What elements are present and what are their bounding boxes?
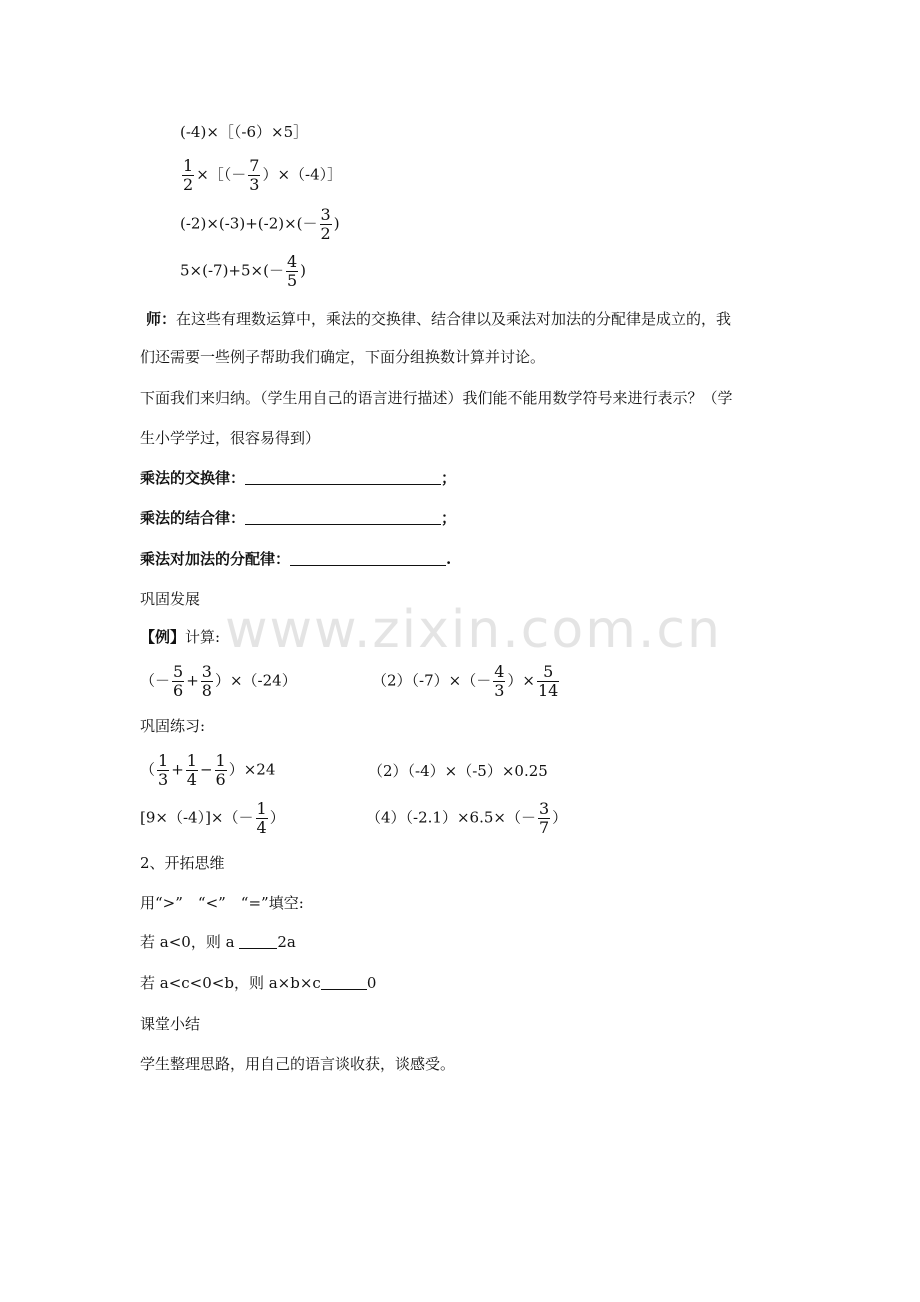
wrapup-heading: 课堂小结 (140, 1015, 201, 1033)
fraction: $\frac{7}{3}$ (249, 156, 260, 194)
thinking-instruction: 用“>” “<” “=”填空: (140, 894, 304, 912)
law-associative: 乘法的结合律： ； (140, 509, 457, 527)
teacher-paragraph-line-2: 们还需要一些例子帮助我们确定，下面分组换数计算并讨论。 (140, 348, 546, 366)
fraction: $\frac{1}{2}$ (183, 156, 194, 194)
practice-problem-3: [9×（-4）]×（－ $\frac{1}{4}$ ） (140, 799, 285, 837)
teacher-paragraph-line-1: 师：在这些有理数运算中，乘法的交换律、结合律以及乘法对加法的分配律是成立的，我 (146, 310, 732, 328)
answer-blank[interactable] (245, 510, 441, 525)
consolidate-heading: 巩固发展 (140, 590, 201, 608)
practice-heading: 巩固练习: (140, 717, 206, 735)
fraction: $\frac{5}{14}$ (538, 662, 559, 700)
thinking-question-2: 若 a<c<0<b，则 a×b×c 0 (140, 974, 377, 992)
fraction: $\frac{4}{5}$ (286, 252, 298, 290)
fraction: $\frac{4}{3}$ (494, 662, 505, 700)
fraction: $\frac{1}{4}$ (256, 799, 267, 837)
practice-problem-4: （4）（-2.1）×6.5×（－ $\frac{3}{7}$ ） (366, 799, 568, 837)
fraction: $\frac{1}{6}$ (215, 751, 226, 789)
expression-2: $\frac{1}{2}$ ×［（－ $\frac{7}{3}$ ）×（-4）］ (183, 156, 343, 194)
answer-blank[interactable] (239, 934, 277, 949)
fraction: $\frac{3}{8}$ (201, 662, 212, 700)
example-problem-1: （－ $\frac{5}{6}$ + $\frac{3}{8}$ ）×（-24） (140, 662, 297, 700)
fraction: $\frac{1}{4}$ (186, 751, 197, 789)
expression-4: 5×(-7)+5×(－ $\frac{4}{5}$ ) (180, 252, 307, 290)
practice-problem-1: （ $\frac{1}{3}$ + $\frac{1}{4}$ − $\frac{1}{6}$ ）×24 (140, 751, 276, 789)
summary-paragraph-line-2: 生小学学过，很容易得到） (140, 429, 321, 447)
thinking-question-1: 若 a<0，则 a 2a (140, 933, 296, 951)
law-distributive: 乘法对加法的分配律： . (140, 550, 452, 568)
fraction: $\frac{1}{3}$ (158, 751, 169, 789)
fraction: $\frac{3}{7}$ (538, 799, 550, 837)
answer-blank[interactable] (245, 470, 441, 485)
teacher-label: 师： (146, 310, 177, 328)
fraction: $\frac{3}{2}$ (320, 205, 331, 243)
summary-paragraph-line-1: 下面我们来归纳。（学生用自己的语言进行描述）我们能不能用数学符号来进行表示？（学 (140, 389, 733, 407)
expression-1: (-4)×［（-6）×5］ (180, 123, 309, 141)
answer-blank[interactable] (290, 551, 446, 566)
wrapup-text: 学生整理思路，用自己的语言谈收获，谈感受。 (140, 1055, 456, 1073)
thinking-heading: 2、开拓思维 (140, 854, 225, 872)
expression-3: (-2)×(-3)+(-2)×(－ $\frac{3}{2}$ ) (180, 205, 340, 243)
practice-problem-2: （2）（-4）×（-5）×0.25 (368, 762, 548, 780)
watermark: www.zixin.com.cn (225, 600, 722, 660)
answer-blank[interactable] (321, 975, 367, 990)
law-commutative: 乘法的交换律： ； (140, 469, 457, 487)
example-problem-2: （2）（-7）×（－ $\frac{4}{3}$ ）× $\frac{5}{14}$ (372, 662, 559, 700)
fraction: $\frac{5}{6}$ (173, 662, 184, 700)
example-heading: 【例】计算: (140, 628, 221, 646)
